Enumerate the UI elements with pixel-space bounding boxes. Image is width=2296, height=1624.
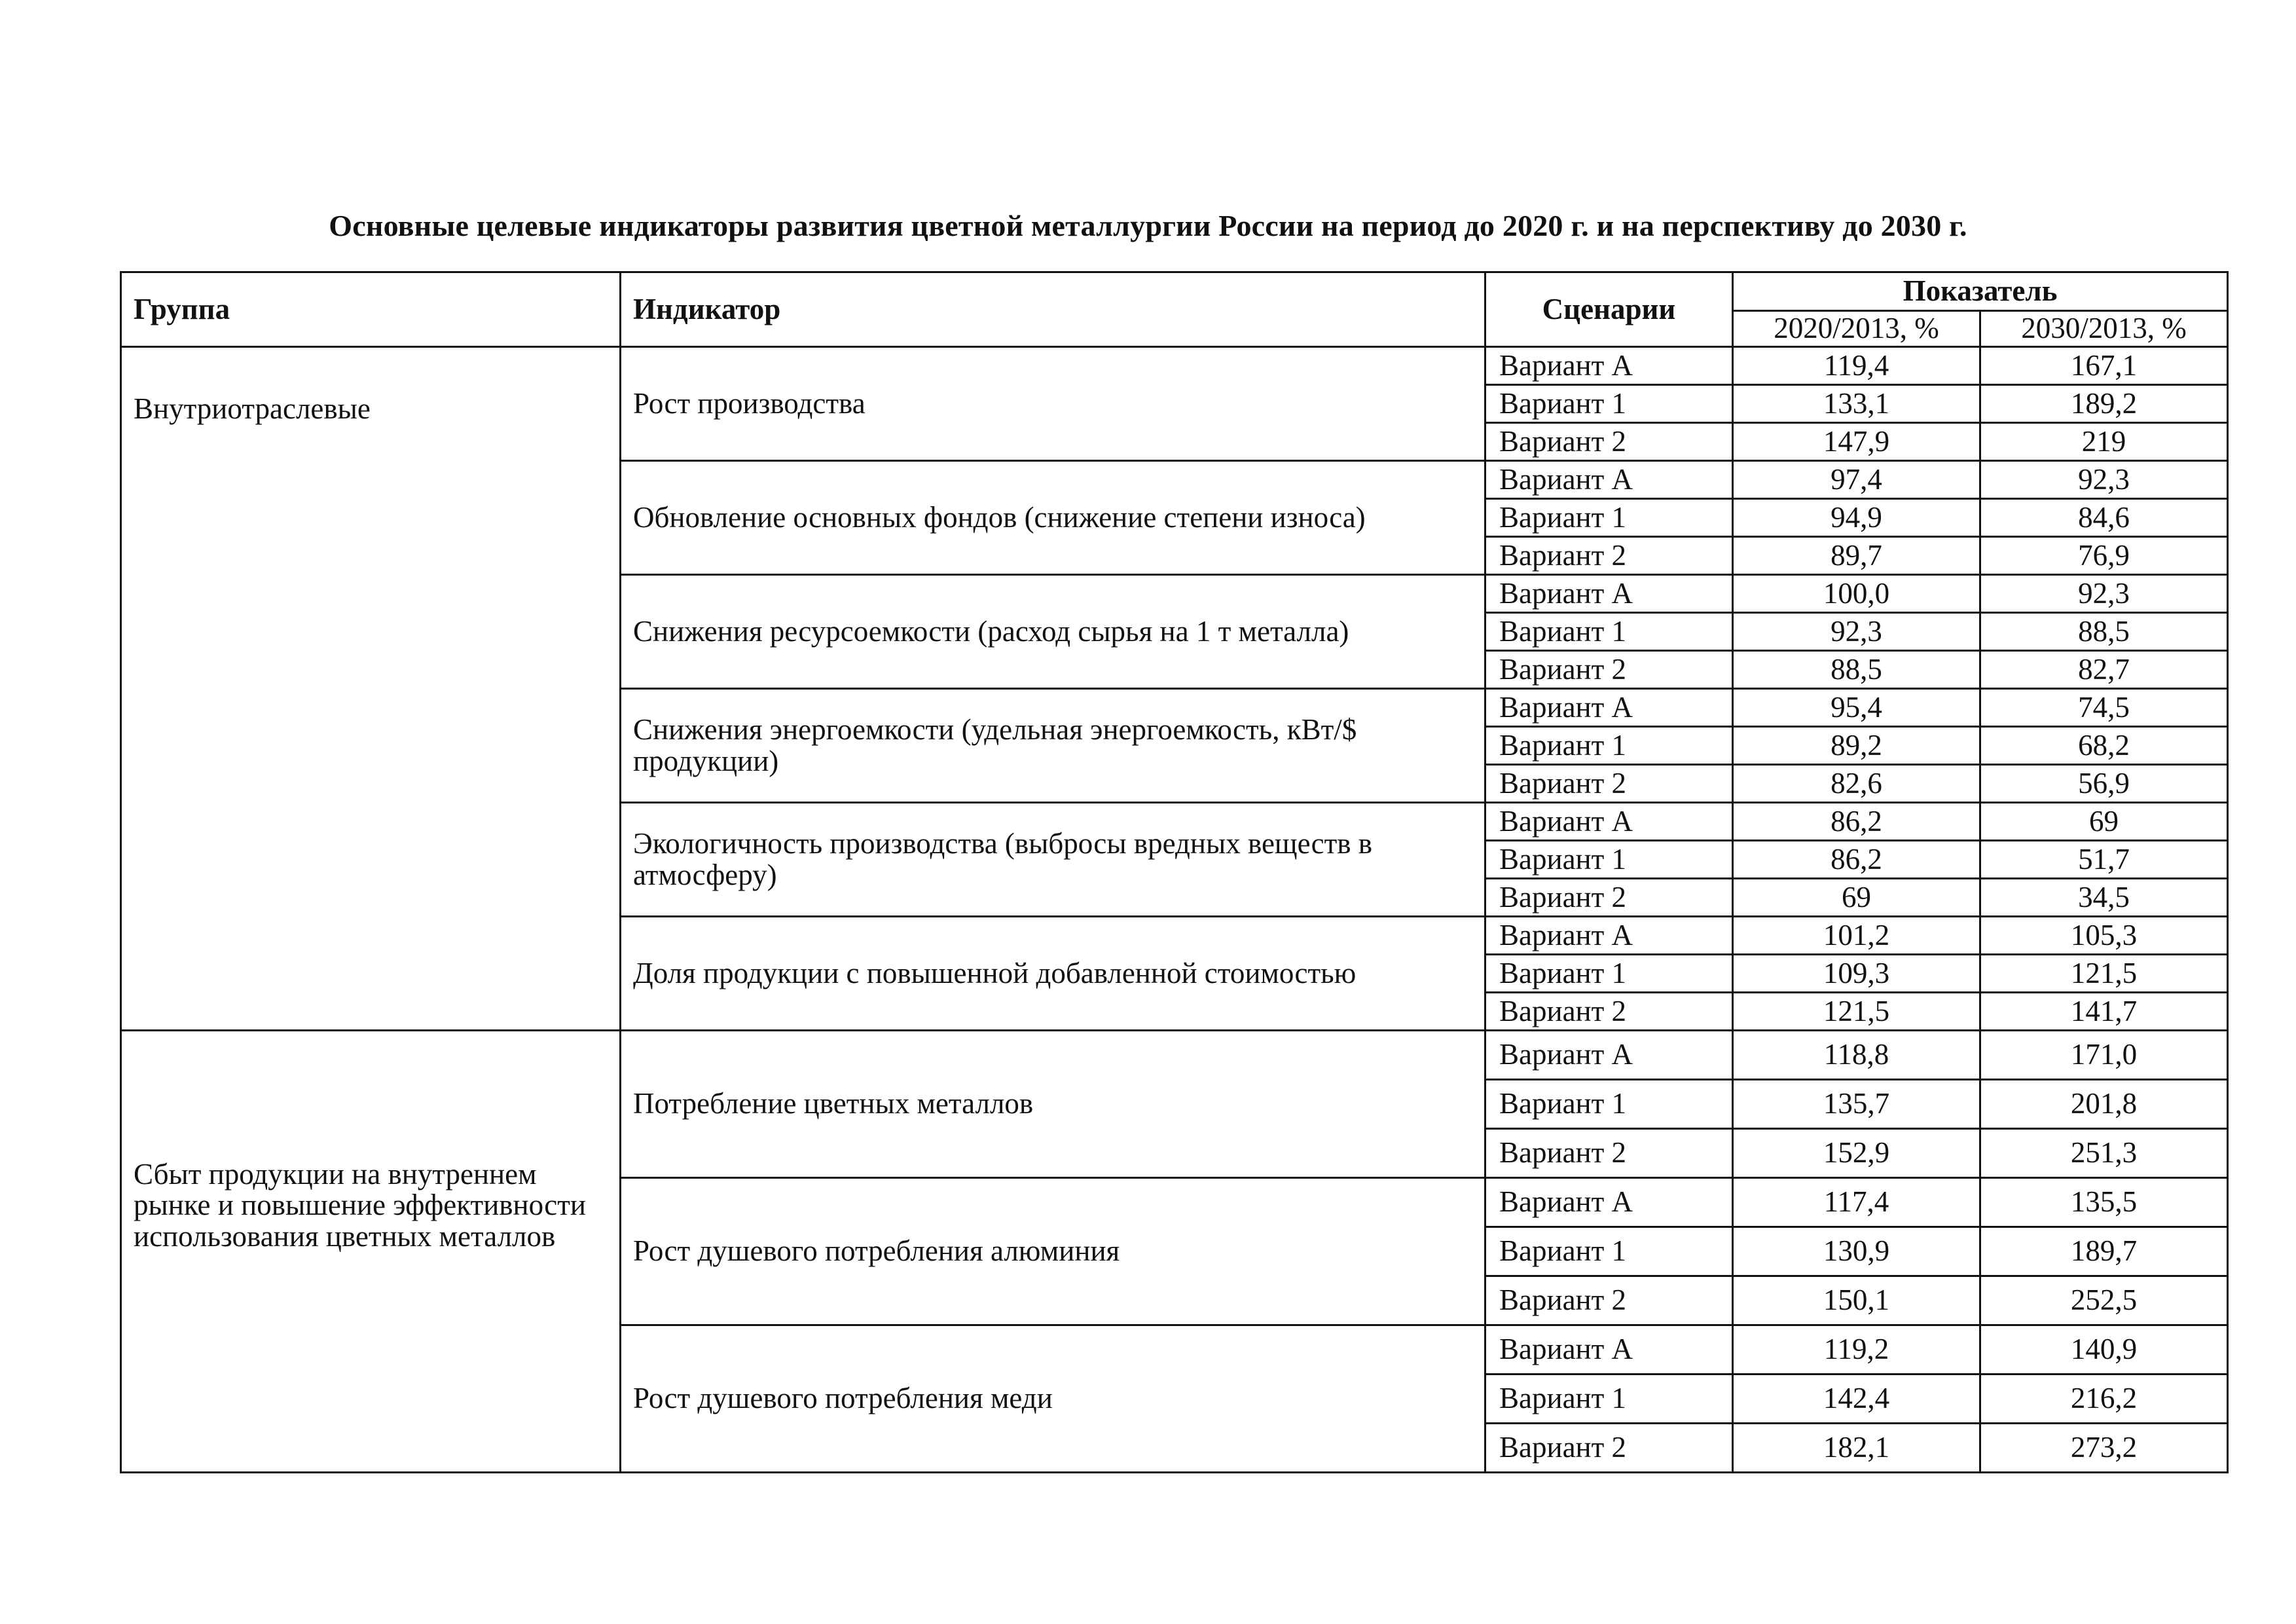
scenario-cell: Вариант А — [1485, 461, 1733, 499]
value-2030-cell: 92,3 — [1980, 575, 2228, 613]
indicator-cell: Обновление основных фондов (снижение степени износа) — [621, 461, 1485, 575]
indicator-cell: Рост душевого потребления алюминия — [621, 1178, 1485, 1325]
scenario-cell: Вариант 1 — [1485, 1080, 1733, 1129]
value-2030-cell: 69 — [1980, 803, 2228, 841]
value-2030-cell: 189,7 — [1980, 1227, 2228, 1276]
value-2030-cell: 76,9 — [1980, 537, 2228, 575]
indicator-cell: Потребление цветных металлов — [621, 1031, 1485, 1178]
value-2020-cell: 133,1 — [1733, 385, 1980, 423]
value-2030-cell: 251,3 — [1980, 1129, 2228, 1178]
scenario-cell: Вариант 2 — [1485, 1276, 1733, 1325]
scenario-cell: Вариант А — [1485, 1031, 1733, 1080]
value-2030-cell: 201,8 — [1980, 1080, 2228, 1129]
scenario-cell: Вариант 2 — [1485, 651, 1733, 689]
scenario-cell: Вариант А — [1485, 1325, 1733, 1375]
indicator-cell: Снижения ресурсоемкости (расход сырья на 1 т металла) — [621, 575, 1485, 689]
value-2020-cell: 119,4 — [1733, 347, 1980, 385]
scenario-cell: Вариант 1 — [1485, 499, 1733, 537]
scenario-cell: Вариант 2 — [1485, 993, 1733, 1031]
scenario-cell: Вариант А — [1485, 803, 1733, 841]
value-2020-cell: 147,9 — [1733, 423, 1980, 461]
indicator-cell: Экологичность производства (выбросы вредных веществ в атмосферу) — [621, 803, 1485, 917]
value-2030-cell: 189,2 — [1980, 385, 2228, 423]
group-cell: Внутриотраслевые — [121, 347, 621, 1031]
value-2030-cell: 216,2 — [1980, 1375, 2228, 1424]
value-2020-cell: 118,8 — [1733, 1031, 1980, 1080]
indicator-cell: Доля продукции с повышенной добавленной стоимостью — [621, 917, 1485, 1031]
value-2030-cell: 121,5 — [1980, 955, 2228, 993]
scenario-cell: Вариант 2 — [1485, 1424, 1733, 1473]
document-title: Основные целевые индикаторы развития цветной металлургии России на период до 2020 г. и на перспективу до 2030 г. — [329, 209, 1967, 242]
scenario-cell: Вариант 1 — [1485, 385, 1733, 423]
value-2020-cell: 95,4 — [1733, 689, 1980, 727]
value-2030-cell: 84,6 — [1980, 499, 2228, 537]
scenario-cell: Вариант 1 — [1485, 1227, 1733, 1276]
value-2020-cell: 69 — [1733, 879, 1980, 917]
value-2030-cell: 56,9 — [1980, 765, 2228, 803]
value-2030-cell: 92,3 — [1980, 461, 2228, 499]
scenario-cell: Вариант А — [1485, 575, 1733, 613]
value-2030-cell: 167,1 — [1980, 347, 2228, 385]
table-row — [121, 347, 2228, 385]
value-2020-cell: 86,2 — [1733, 841, 1980, 879]
value-2020-cell: 121,5 — [1733, 993, 1980, 1031]
scenario-cell: Вариант 1 — [1485, 613, 1733, 651]
group-cell: Сбыт продукции на внутреннем рынке и повышение эффективности использования цветных металлов — [121, 1031, 621, 1473]
indicators-table — [120, 271, 2229, 1473]
header-indicator-value: Показатель — [1733, 272, 2228, 311]
value-2030-cell: 74,5 — [1980, 689, 2228, 727]
value-2020-cell: 89,7 — [1733, 537, 1980, 575]
indicator-cell: Рост производства — [621, 347, 1485, 461]
value-2030-cell: 88,5 — [1980, 613, 2228, 651]
value-2030-cell: 140,9 — [1980, 1325, 2228, 1375]
value-2020-cell: 86,2 — [1733, 803, 1980, 841]
scenario-cell: Вариант 1 — [1485, 841, 1733, 879]
scenario-cell: Вариант 2 — [1485, 537, 1733, 575]
value-2020-cell: 119,2 — [1733, 1325, 1980, 1375]
value-2030-cell: 171,0 — [1980, 1031, 2228, 1080]
scenario-cell: Вариант 1 — [1485, 955, 1733, 993]
value-2020-cell: 92,3 — [1733, 613, 1980, 651]
value-2020-cell: 150,1 — [1733, 1276, 1980, 1325]
value-2020-cell: 82,6 — [1733, 765, 1980, 803]
value-2020-cell: 89,2 — [1733, 727, 1980, 765]
header-scenarios: Сценарии — [1485, 272, 1733, 347]
value-2020-cell: 142,4 — [1733, 1375, 1980, 1424]
indicator-cell: Рост душевого потребления меди — [621, 1325, 1485, 1473]
value-2030-cell: 141,7 — [1980, 993, 2228, 1031]
value-2020-cell: 94,9 — [1733, 499, 1980, 537]
scenario-cell: Вариант 1 — [1485, 727, 1733, 765]
scenario-cell: Вариант 2 — [1485, 879, 1733, 917]
scenario-cell: Вариант 2 — [1485, 423, 1733, 461]
value-2020-cell: 100,0 — [1733, 575, 1980, 613]
value-2030-cell: 51,7 — [1980, 841, 2228, 879]
value-2030-cell: 68,2 — [1980, 727, 2228, 765]
table-row — [121, 1031, 2228, 1080]
value-2020-cell: 152,9 — [1733, 1129, 1980, 1178]
value-2020-cell: 135,7 — [1733, 1080, 1980, 1129]
scenario-cell: Вариант А — [1485, 917, 1733, 955]
value-2030-cell: 34,5 — [1980, 879, 2228, 917]
header-2030: 2030/2013, % — [1980, 311, 2228, 347]
value-2030-cell: 219 — [1980, 423, 2228, 461]
value-2030-cell: 135,5 — [1980, 1178, 2228, 1227]
header-indicator: Индикатор — [621, 272, 1485, 347]
value-2020-cell: 117,4 — [1733, 1178, 1980, 1227]
value-2020-cell: 97,4 — [1733, 461, 1980, 499]
scenario-cell: Вариант А — [1485, 689, 1733, 727]
scenario-cell: Вариант А — [1485, 1178, 1733, 1227]
value-2030-cell: 273,2 — [1980, 1424, 2228, 1473]
value-2020-cell: 182,1 — [1733, 1424, 1980, 1473]
scenario-cell: Вариант 2 — [1485, 1129, 1733, 1178]
scenario-cell: Вариант 1 — [1485, 1375, 1733, 1424]
scenario-cell: Вариант А — [1485, 347, 1733, 385]
value-2030-cell: 105,3 — [1980, 917, 2228, 955]
value-2020-cell: 88,5 — [1733, 651, 1980, 689]
value-2030-cell: 82,7 — [1980, 651, 2228, 689]
value-2020-cell: 109,3 — [1733, 955, 1980, 993]
table-body — [121, 347, 2228, 1473]
scenario-cell: Вариант 2 — [1485, 765, 1733, 803]
value-2020-cell: 101,2 — [1733, 917, 1980, 955]
value-2030-cell: 252,5 — [1980, 1276, 2228, 1325]
value-2020-cell: 130,9 — [1733, 1227, 1980, 1276]
header-group: Группа — [121, 272, 621, 347]
indicator-cell: Снижения энергоемкости (удельная энергоемкость, кВт/$ продукции) — [621, 689, 1485, 803]
header-2020: 2020/2013, % — [1733, 311, 1980, 347]
